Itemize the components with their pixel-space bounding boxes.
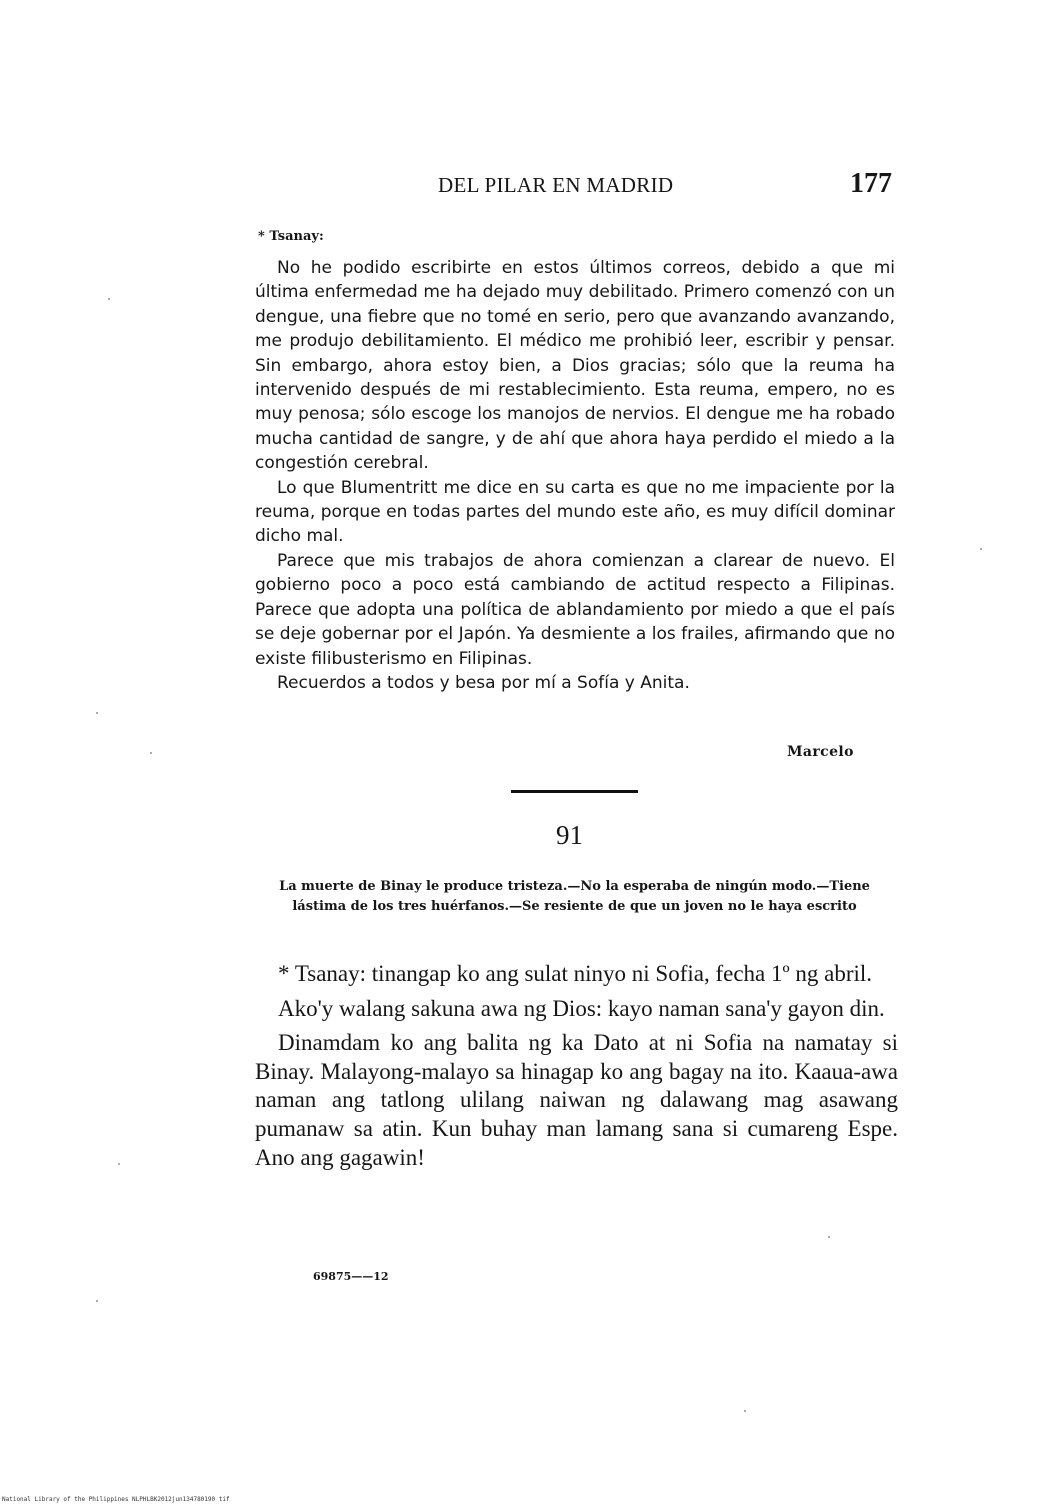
scan-speck [108,298,110,300]
printer-signature-mark: 69875——12 [313,1270,389,1283]
scan-footer: National Library of the Philippines NLPHLBK2012jun134780190 tif [2,1496,230,1503]
scan-speck [828,1236,830,1238]
scan-speck [150,752,152,754]
scan-speck [980,548,982,550]
letter-body [255,256,895,695]
signature: Marcelo [787,744,854,760]
letter-number: 91 [556,820,583,850]
letter-paragraph: Recuerdos a todos y besa por mí a Sofía y Anita. [277,672,690,693]
letter-paragraph: No he podido escribirte en estos últimos correos, debido a que mi última enfermedad me ha dejado muy debilitado. Primero comenzó con un dengue, una fiebre que no tomé en serio, pero que avanzando avanzando, me produjo debilitamiento. El médico me prohibió leer, escribir y pensar. Sin embargo, ahora estoy bien, a Dios gracias; sólo que la reuma ha intervenido después de mi restablecimiento. Esta reuma, empero, no es muy penosa; sólo escoge los manojos de nervios. El dengue me ha robado mucha cantidad de sangre, y de ahí que ahora haya perdido el miedo a la congestión cerebral. [255,258,895,474]
scan-speck [744,1410,746,1412]
letter-paragraph: Parece que mis trabajos de ahora comienzan a clarear de nuevo. El gobierno poco a poco está cambiando de actitud respecto a Filipinas. Parece que adopta una política de ablandamiento por miedo a que el país se deje gobernar por el Japón. Ya desmiente a los frailes, afirmando que no existe filibusterismo en Filipinas. [255,550,895,669]
letter-summary: La muerte de Binay le produce tristeza.—No la esperaba de ningún modo.—Tiene lástima de los tres huérfanos.—Se resiente de que un joven no le haya escrito [279,879,870,914]
letter-paragraph: Lo que Blumentritt me dice en su carta es que no me impaciente por la reuma, porque en todas partes del mundo este año, es muy difícil dominar dicho mal. [255,477,895,547]
scan-speck [96,712,98,714]
running-head: DEL PILAR EN MADRID [438,173,674,197]
tagalog-paragraph: Ako'y walang sakuna awa ng Dios: kayo naman sana'y gayon din. [278,995,885,1021]
tagalog-paragraph: Dinamdam ko ang balita ng ka Dato at ni Sofia na namatay si Binay. Malayong-malayo sa hinagap ko ang bagay na ito. Kaaua-awa naman ang tatlong ulilang naiwan ng dalawang mag asawang pumanaw sa atin. Kun buhay man lamang sana si cumareng Espe. Ano ang gagawin! [255,1030,898,1170]
scan-speck [118,1163,120,1165]
section-divider [511,790,638,793]
tagalog-paragraph: * Tsanay: tinangap ko ang sulat ninyo ni Sofia, fecha 1º ng abril. [278,961,873,986]
scan-speck [96,1300,98,1302]
tagalog-letter-body [255,960,898,1178]
letter-salutation: * Tsanay: [258,229,324,244]
page-number: 177 [850,168,892,199]
